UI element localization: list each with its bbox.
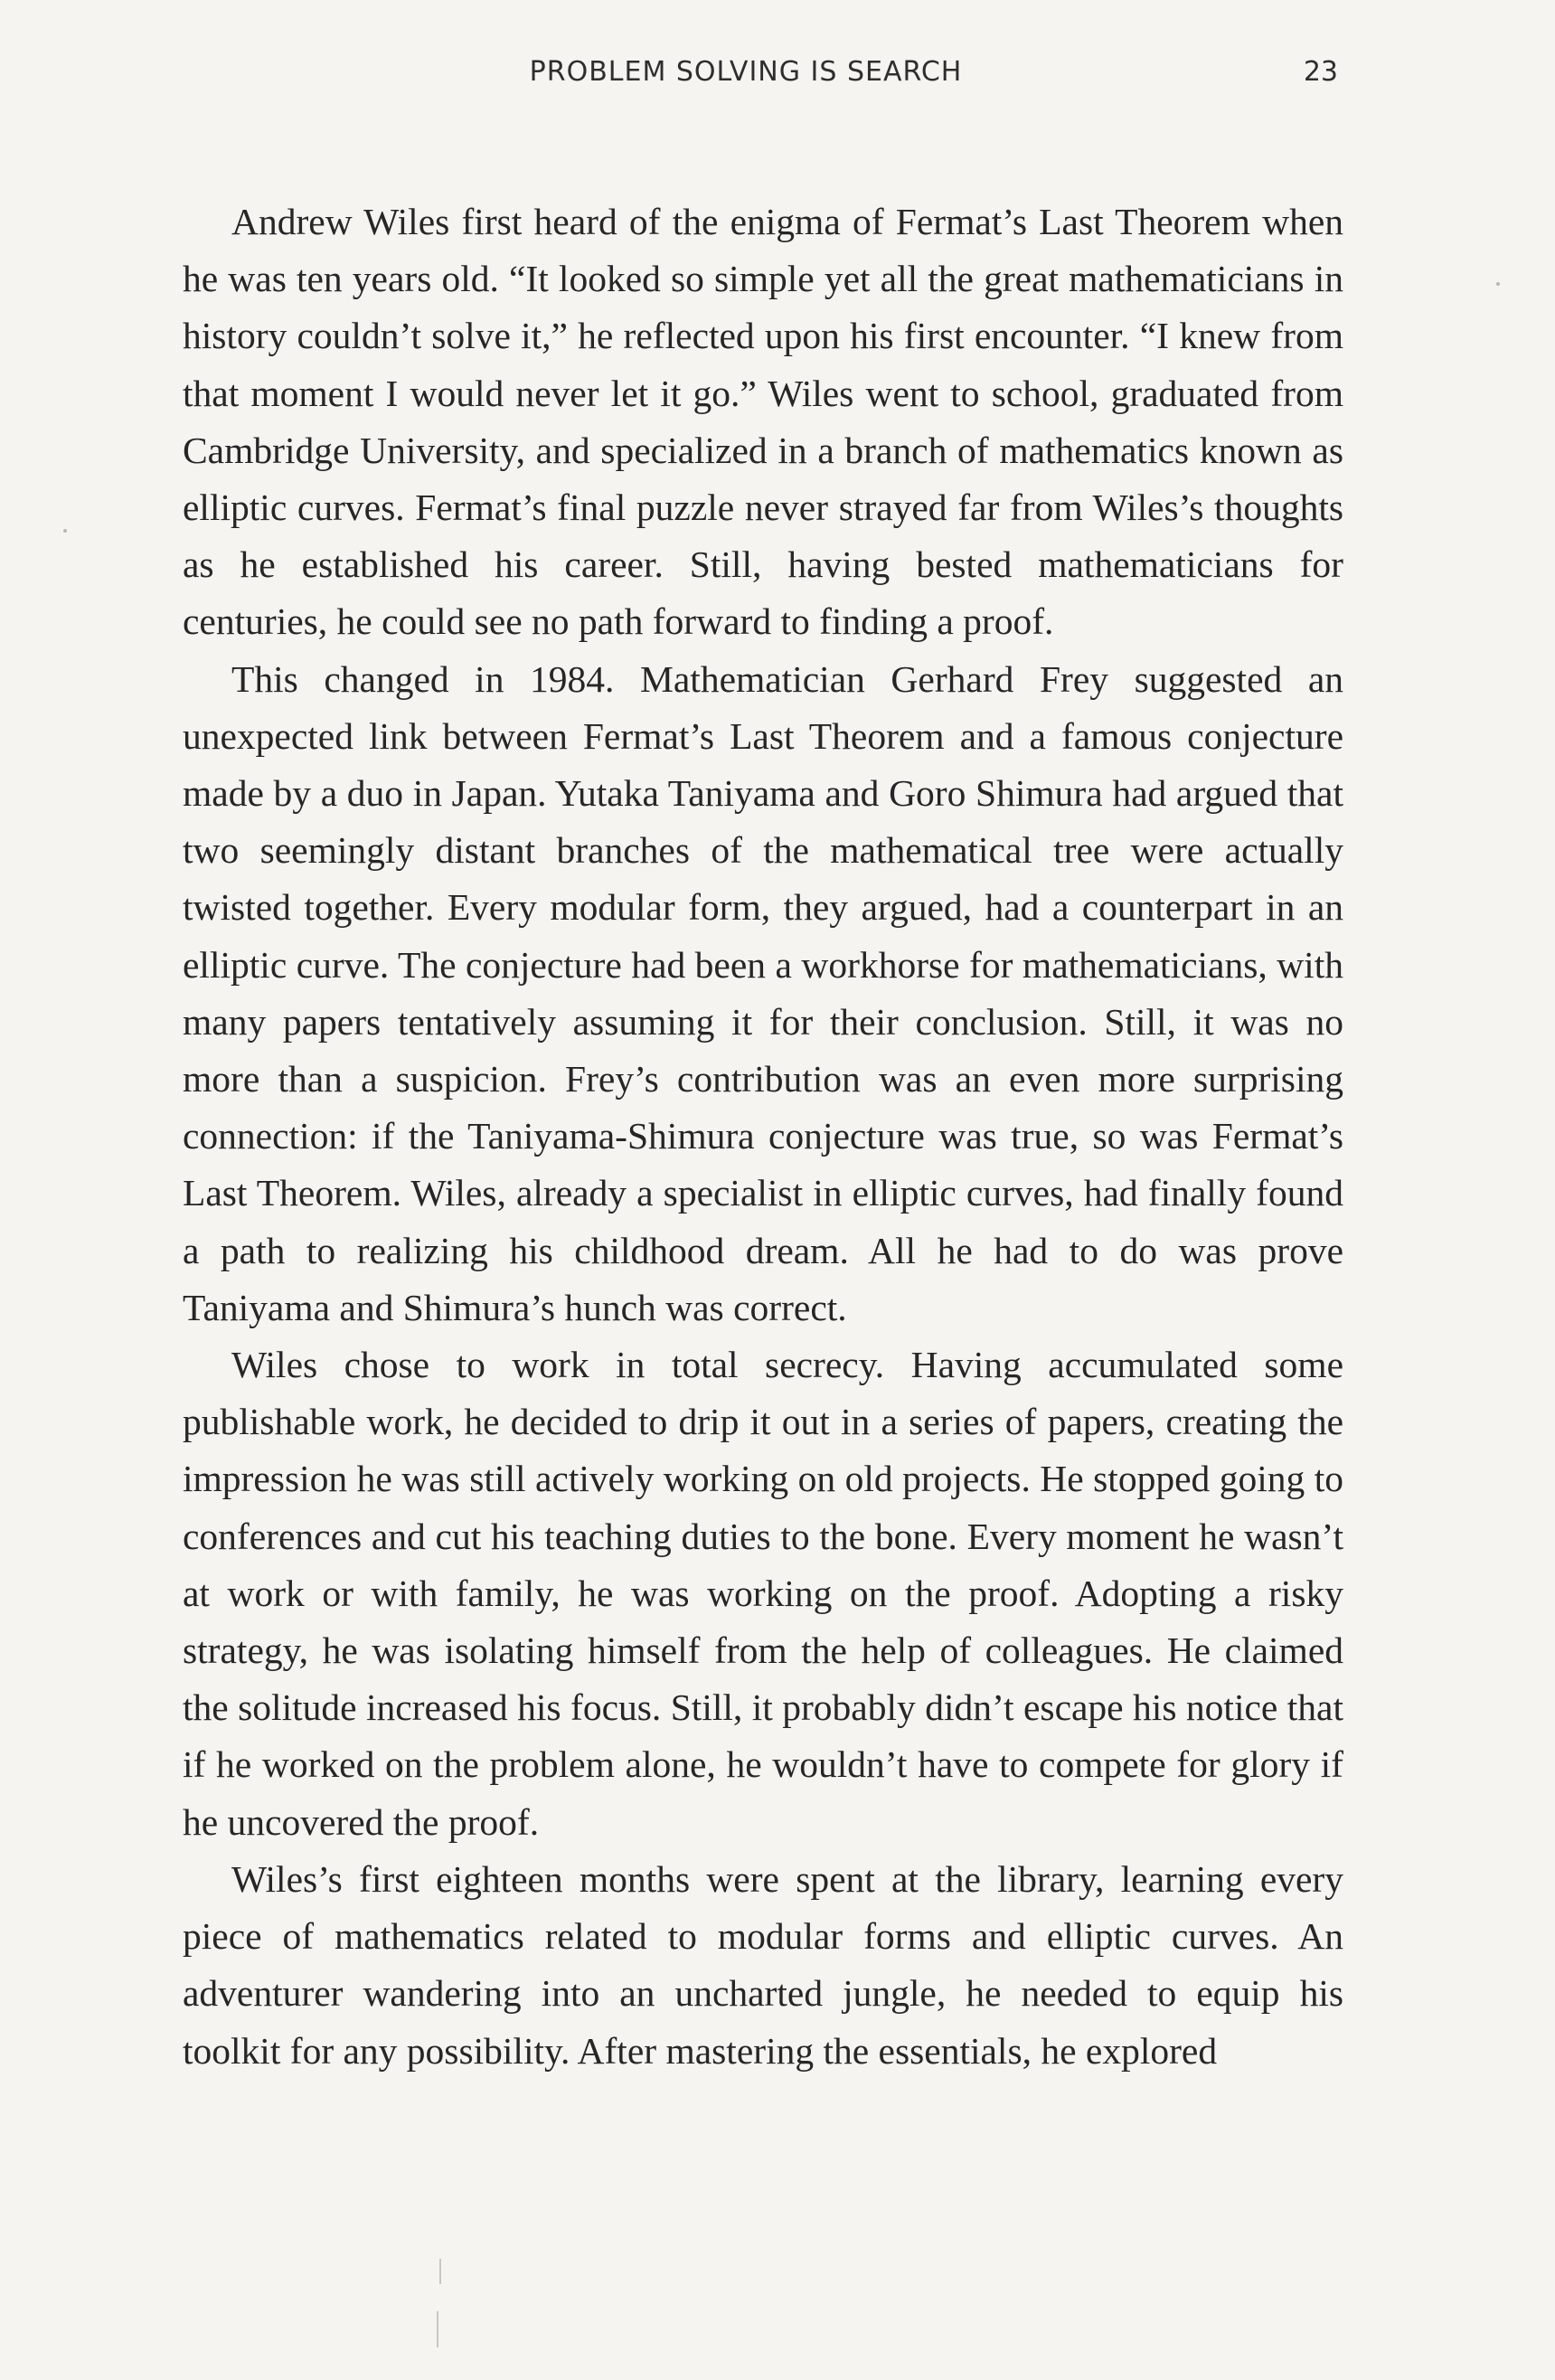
gutter-mark [439,2259,441,2284]
paragraph: Wiles’s first eighteen months were spent at the library, learning every piece of mathematics related to modular forms and elliptic curves. An adventurer wandering into an uncharted jungle, he needed to equip his toolkit for any possibility. After mastering the essentials, he explored [183,1857,1343,2072]
paragraph: Andrew Wiles first heard of the enigma of Fermat’s Last Theorem when he was ten years old. “It looked so simple yet all the great mathematicians in history couldn’t solve it,” he reflected upon his first encounter. “I knew from that moment I would never let it go.” Wiles went to school, graduated from Cambridge University, and specialized in a branch of mathematics known as elliptic curves. Fermat’s final puzzle never strayed far from Wiles’s thoughts as he established his career. Still, having bested mathematicians for centuries, he could see no path forward to finding a proof. [183,201,1343,643]
running-title: PROBLEM SOLVING IS SEARCH [529,56,963,88]
page-number: 23 [1303,56,1338,88]
gutter-mark [437,2311,438,2347]
running-head [0,56,1555,101]
margin-speck [1496,282,1500,286]
margin-speck [63,529,67,533]
paragraph: Wiles chose to work in total secrecy. Having accumulated some publishable work, he decided to drip it out in a series of papers, creating the impression he was still actively working on old projects. He stopped going to conferences and cut his teaching duties to the bone. Every moment he wasn’t at work or with family, he was working on the proof. Adopting a risky strategy, he was isolating himself from the help of colleagues. He claimed the solitude increased his focus. Still, it probably didn’t escape his notice that if he worked on the problem alone, he wouldn’t have to compete for glory if he uncovered the proof. [183,1344,1343,1843]
body-text [183,194,1343,2080]
paragraph: This changed in 1984. Mathematician Gerhard Frey suggested an unexpected link between Fermat’s Last Theorem and a famous conjecture made by a duo in Japan. Yutaka Taniyama and Goro Shimura had argued that two seemingly distant branches of the mathematical tree were actually twisted together. Every modular form, they argued, had a counterpart in an elliptic curve. The conjecture had been a workhorse for mathematicians, with many papers tentatively assuming it for their conclusion. Still, it was no more than a suspicion. Frey’s contribution was an even more surprising connection: if the Taniyama-Shimura conjecture was true, so was Fermat’s Last Theorem. Wiles, already a specialist in elliptic curves, had finally found a path to realizing his childhood dream. All he had to do was prove Taniyama and Shimura’s hunch was correct. [183,657,1343,1328]
